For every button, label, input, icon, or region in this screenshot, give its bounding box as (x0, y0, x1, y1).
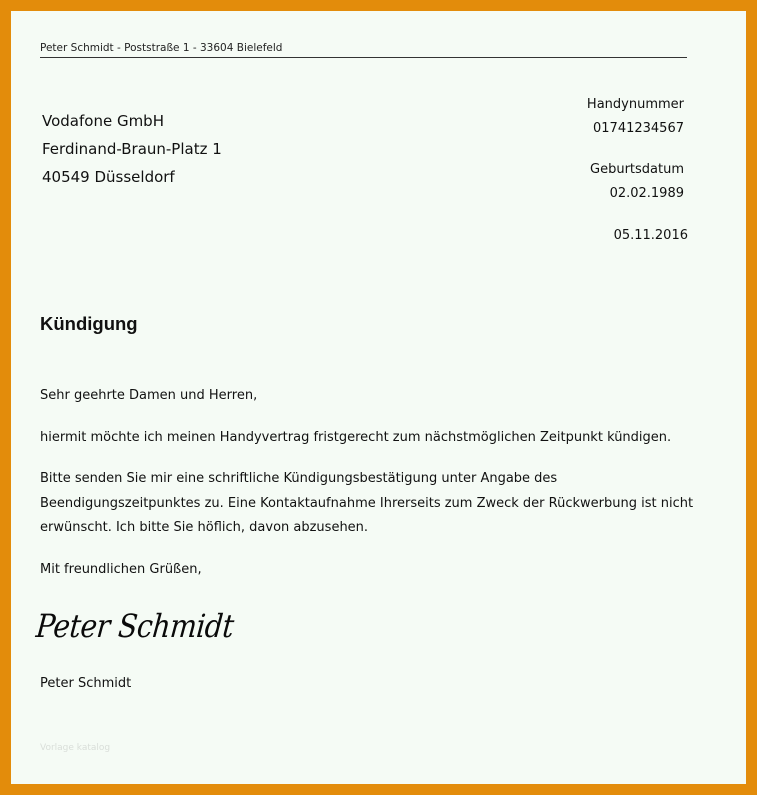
customer-info (587, 93, 684, 206)
salutation: Sehr geehrte Damen und Herren, (40, 388, 258, 403)
recipient-company: Vodafone GmbH (42, 112, 164, 130)
phone-value: 01741234567 (593, 121, 684, 136)
paragraph-1: hiermit möchte ich meinen Handyvertrag fristgerecht zum nächstmöglichen Zeitpunkt kündigen. (40, 429, 672, 445)
recipient-city: 40549 Düsseldorf (42, 168, 175, 186)
paragraph-2: Bitte senden Sie mir eine schriftliche Kündigungsbestätigung unter Angabe des Beendigungszeitpunktes zu. Eine Kontaktaufnahme Ihrerseits zum Zweck der Rückwerbung ist nicht erwünscht. Ich bitte Sie höflich, davon abzusehen. (40, 471, 694, 535)
letter-subject: Kündigung (40, 313, 138, 334)
letter-page (11, 11, 746, 784)
sender-line: Peter Schmidt - Poststraße 1 - 33604 Bielefeld (40, 42, 283, 54)
handwritten-signature: Peter Schmidt (34, 607, 236, 645)
phone-label: Handynummer (586, 97, 684, 112)
closing: Mit freundlichen Grüßen, (40, 561, 202, 577)
birth-value: 02.02.1989 (609, 186, 684, 201)
sender-divider (40, 57, 687, 58)
birth-label: Geburtsdatum (590, 162, 684, 177)
letter-body (40, 384, 700, 599)
signer-name: Peter Schmidt (40, 676, 132, 691)
recipient-address (42, 107, 222, 191)
recipient-street: Ferdinand-Braun-Platz 1 (42, 140, 222, 158)
info-spacer (587, 141, 684, 158)
watermark: Vorlage katalog (40, 743, 111, 753)
letter-date: 05.11.2016 (613, 228, 688, 243)
